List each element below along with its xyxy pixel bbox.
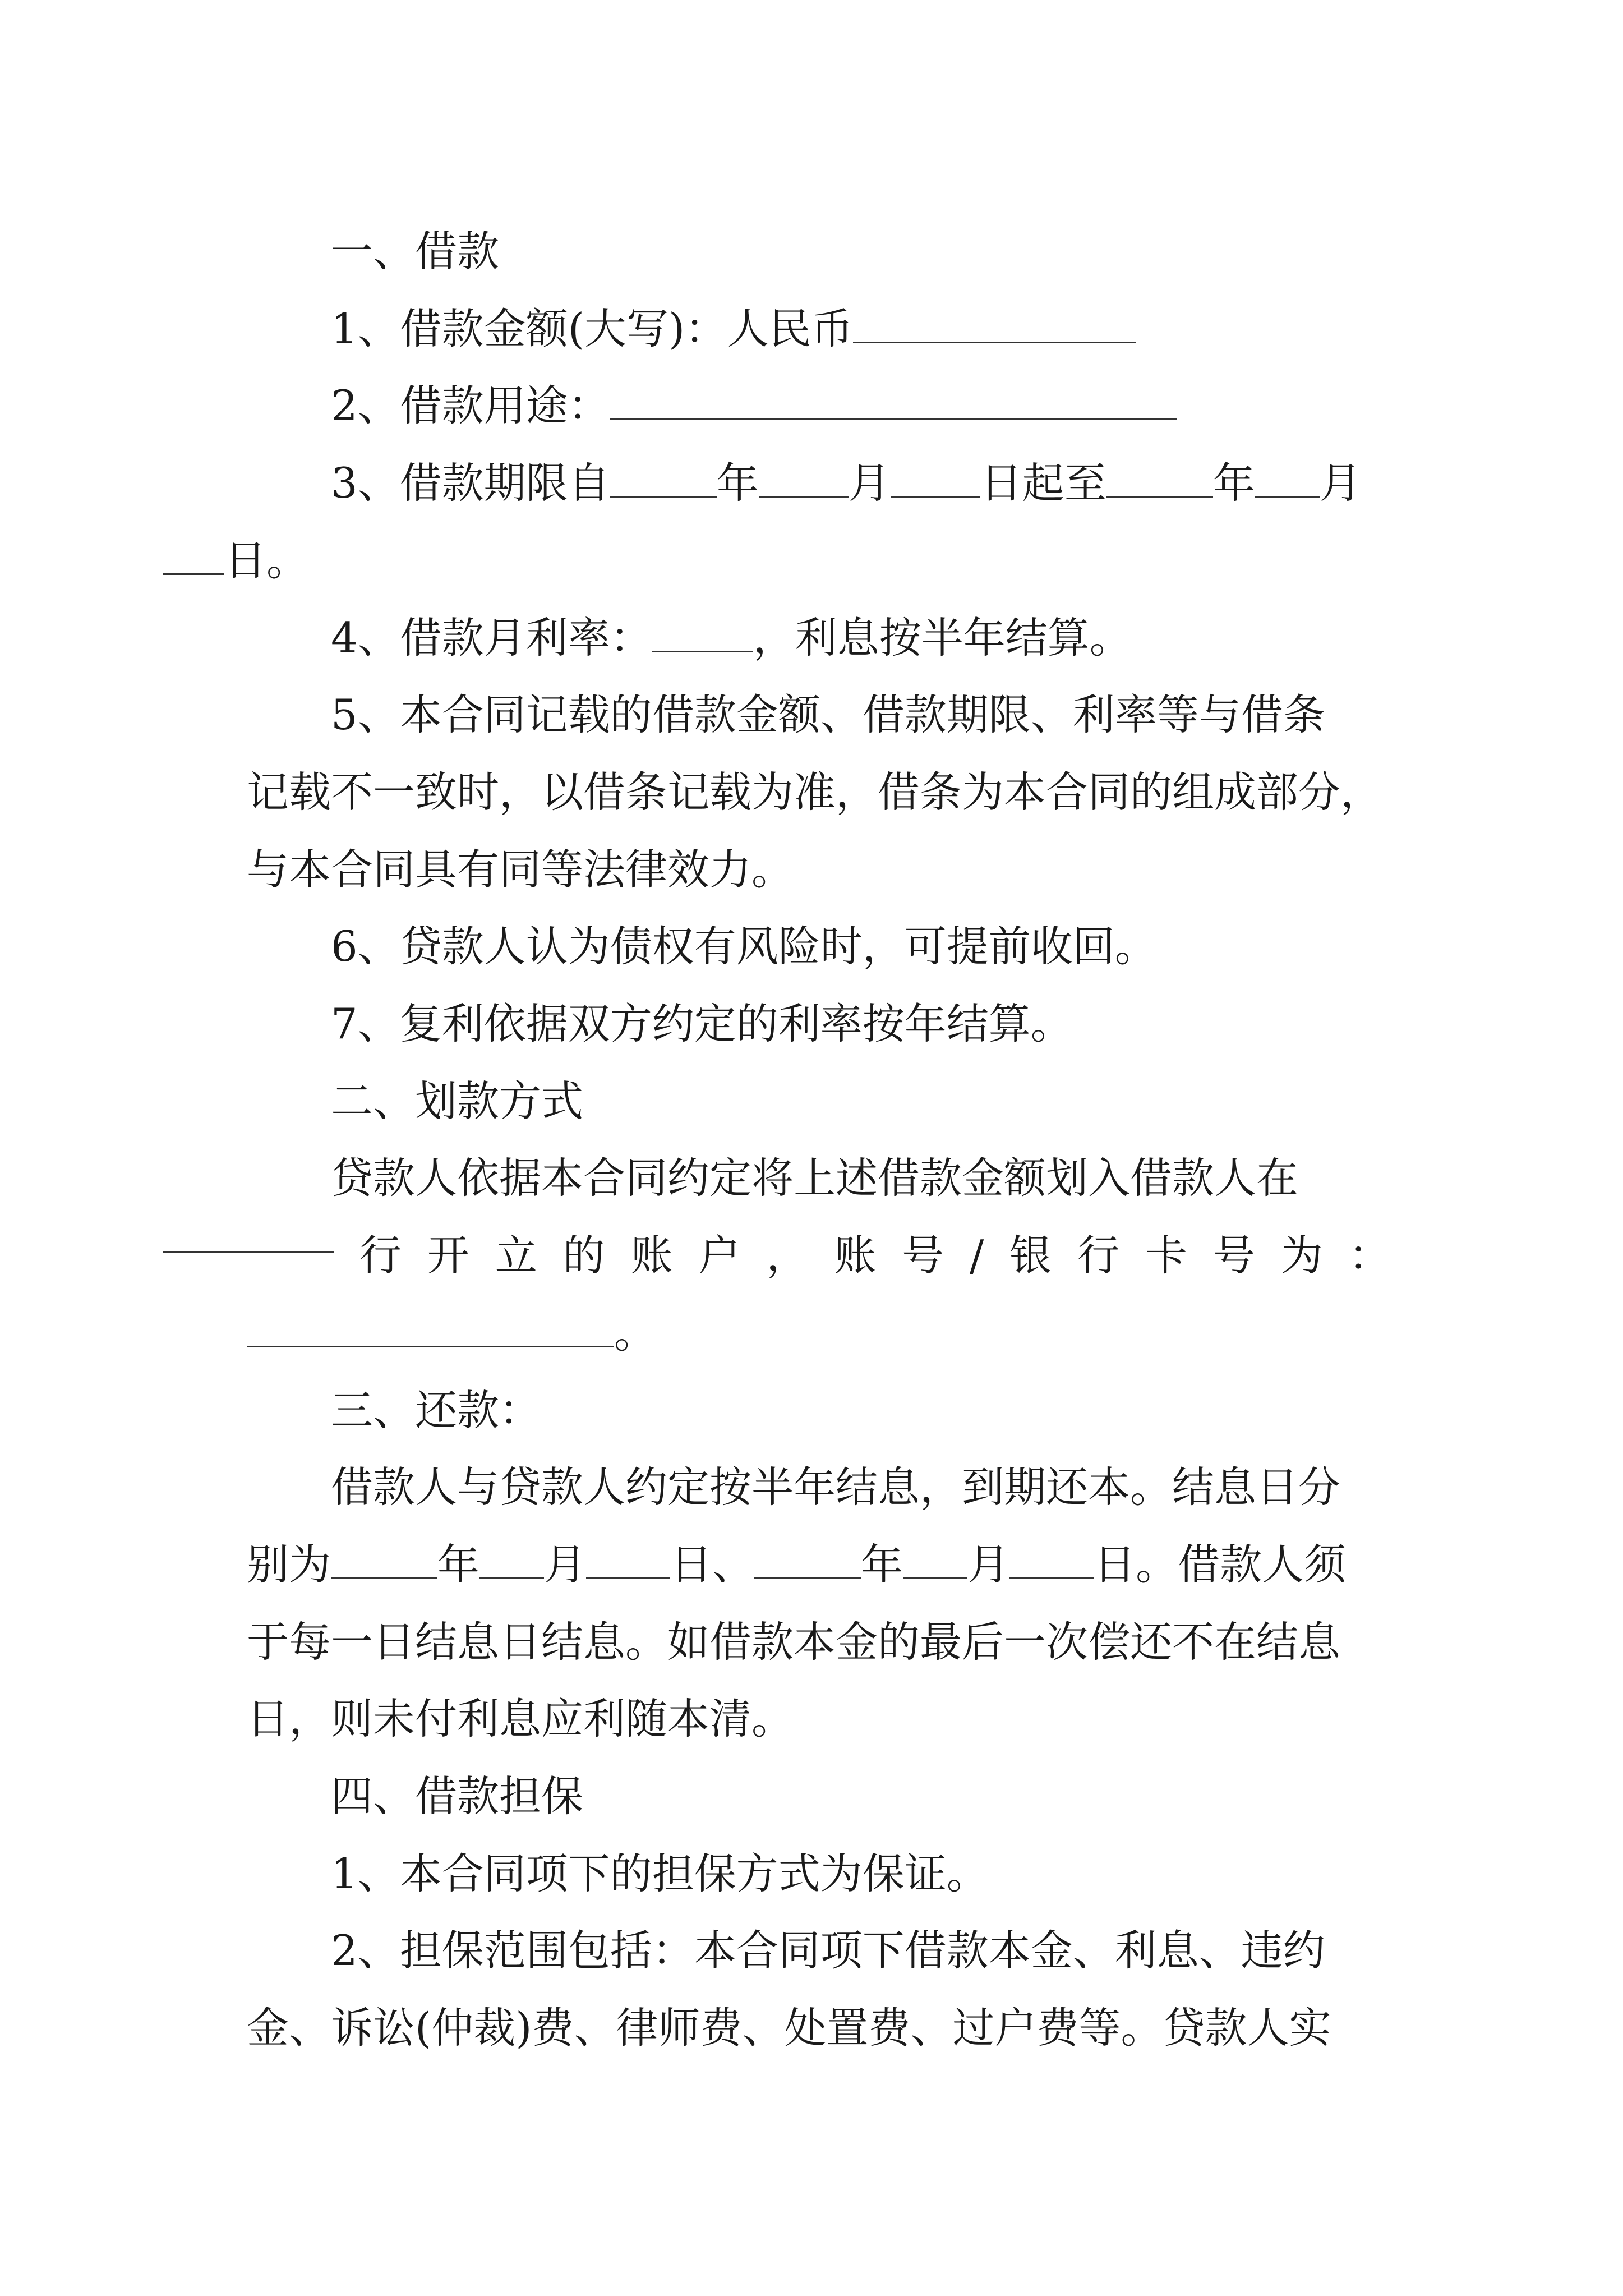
settle-year2-blank[interactable] <box>754 1544 861 1579</box>
repayment-line3: 于每一日结息日结息。如借款本金的最后一次偿还不在结息 <box>247 1617 1341 1667</box>
clause-5-line3: 与本合同具有同等法律效力。 <box>247 844 794 894</box>
loan-amount-line <box>247 291 1391 368</box>
spread-char: 行 <box>1077 1231 1120 1281</box>
interest-rate-label: 4、借款月利率： <box>331 613 652 662</box>
spread-char: 户 <box>698 1231 741 1281</box>
account-number-blank[interactable] <box>247 1312 614 1347</box>
transfer-paragraph <box>247 1140 1391 1372</box>
term-start-year-blank[interactable] <box>610 462 717 498</box>
clause-5-line1: 5、本合同记载的借款金额、借款期限、利率等与借条 <box>331 690 1325 740</box>
settle-year-blank[interactable] <box>331 1544 437 1579</box>
spread-char: 的 <box>562 1231 605 1281</box>
repayment-line4: 日，则未付利息应利随本清。 <box>247 1694 794 1744</box>
term-start-month-blank[interactable] <box>759 462 849 498</box>
interest-rate-line <box>247 600 1391 677</box>
section-heading-repayment: 三、还款： <box>331 1385 542 1435</box>
term-month2-text: 月 <box>1319 458 1362 508</box>
spread-char: 开 <box>427 1231 469 1281</box>
transfer-line2 <box>163 1217 1391 1295</box>
settle-month2-text: 月 <box>967 1539 1010 1589</box>
repayment-line2 <box>163 1526 1391 1604</box>
section-heading-guarantee: 四、借款担保 <box>331 1772 584 1821</box>
settle-day-blank[interactable] <box>586 1544 670 1579</box>
loan-amount-blank[interactable] <box>853 308 1136 343</box>
clause-7: 7、复利依据双方约定的利率按年结算。 <box>331 999 1073 1049</box>
spread-char: ： <box>1348 1231 1391 1281</box>
settle-day-text: 日、 <box>670 1539 755 1589</box>
clause-5-line2: 记载不一致时，以借条记载为准，借条为本合同的组成部分， <box>247 767 1383 817</box>
loan-term-line <box>247 445 1391 522</box>
spread-char: 为 <box>1280 1231 1323 1281</box>
transfer-line3 <box>163 1295 1391 1372</box>
guarantee-clause-2-line2: 金、诉讼(仲裁)费、律师费、处置费、过户费等。贷款人实 <box>247 2003 1331 2053</box>
settle-day2-blank[interactable] <box>1009 1544 1094 1579</box>
loan-term-label: 3、借款期限自 <box>331 458 610 508</box>
term-year-text: 年 <box>716 458 759 508</box>
term-end-month-blank[interactable] <box>1255 462 1320 498</box>
guarantee-clause-1: 1、本合同项下的担保方式为保证。 <box>331 1848 989 1898</box>
loan-amount-label: 1、借款金额(大写)：人民币 <box>331 303 854 353</box>
spread-char: 账 <box>630 1231 673 1281</box>
spread-char: 行 <box>359 1231 402 1281</box>
spread-char: 卡 <box>1145 1231 1188 1281</box>
term-start-day-blank[interactable] <box>891 462 980 498</box>
term-day-from-text: 日起至 <box>980 458 1106 508</box>
spread-char: 银 <box>1009 1231 1052 1281</box>
contract-body <box>224 213 1391 2067</box>
bank-name-blank[interactable] <box>163 1217 334 1253</box>
interest-settlement-text: ，利息按半年结算。 <box>753 613 1132 662</box>
spread-char: / <box>970 1231 984 1281</box>
loan-purpose-blank[interactable] <box>610 385 1177 420</box>
term-end-year-blank[interactable] <box>1106 462 1213 498</box>
term-year2-text: 年 <box>1212 458 1255 508</box>
settle-month2-blank[interactable] <box>903 1544 967 1579</box>
clause-6: 6、贷款人认为债权有风险时，可提前收回。 <box>331 922 1157 972</box>
term-month-text: 月 <box>848 458 891 508</box>
settle-month-blank[interactable] <box>479 1544 544 1579</box>
guarantee-clause-2 <box>247 1912 1391 2067</box>
term-day-end-text: 日。 <box>224 535 309 585</box>
section-heading-loan: 一、借款 <box>331 227 500 276</box>
loan-term-line2 <box>163 522 1391 600</box>
spread-char: 账 <box>834 1231 877 1281</box>
spread-char: 立 <box>495 1231 537 1281</box>
interest-rate-blank[interactable] <box>652 617 753 652</box>
repayment-line1: 借款人与贷款人约定按半年结息，到期还本。结息日分 <box>331 1462 1341 1512</box>
term-end-day-blank[interactable] <box>163 540 224 575</box>
loan-term-paragraph <box>224 445 1391 599</box>
spread-char: 号 <box>902 1231 944 1281</box>
section-heading-transfer: 二、划款方式 <box>331 1076 584 1126</box>
settle-year-text: 年 <box>437 1539 480 1589</box>
settle-month-text: 月 <box>544 1539 587 1589</box>
settle-day2-text: 日。借款人须 <box>1094 1539 1347 1589</box>
guarantee-clause-2-line1: 2、担保范围包括：本合同项下借款本金、利息、违约 <box>331 1926 1325 1976</box>
clause-5-paragraph <box>247 677 1391 908</box>
repayment-dates-label: 别为 <box>247 1539 331 1589</box>
transfer-end-mark: 。 <box>614 1308 657 1358</box>
settle-year2-text: 年 <box>861 1539 903 1589</box>
spread-char: ， <box>766 1231 809 1281</box>
loan-purpose-line <box>247 367 1391 445</box>
transfer-line1: 贷款人依据本合同约定将上述借款金额划入借款人在 <box>331 1153 1299 1203</box>
loan-purpose-label: 2、借款用途： <box>331 381 610 431</box>
spread-char: 号 <box>1212 1231 1255 1281</box>
repayment-paragraph <box>247 1449 1391 1758</box>
